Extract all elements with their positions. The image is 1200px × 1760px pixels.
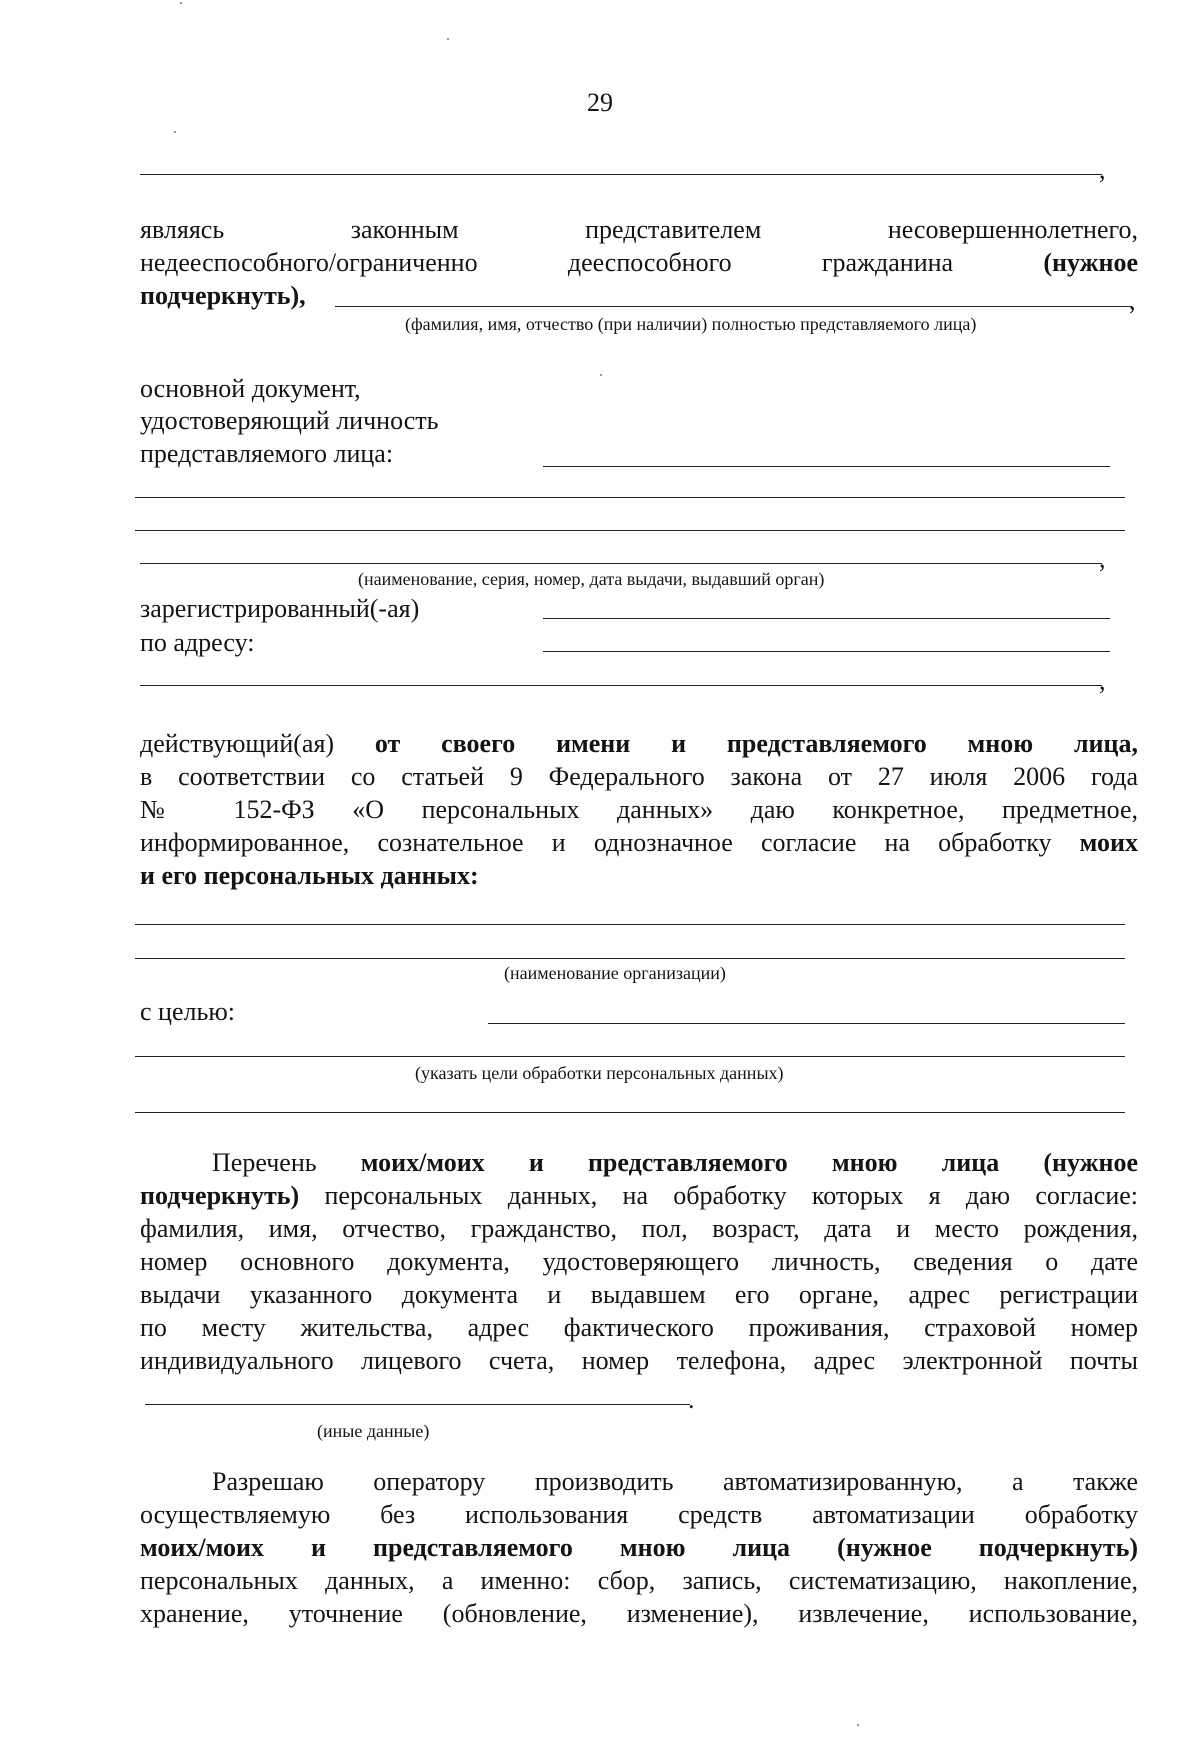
list-line-5: выдачи указанного документа и выдавшем его органе, адрес регистрации xyxy=(140,1280,1138,1309)
address-label-line-1: зарегистрированный(-ая) xyxy=(140,594,420,623)
purpose-caption: (указать цели обработки персональных данных) xyxy=(415,1063,784,1083)
permit-line-4: персональных данных, а именно: сбор, запись, систематизацию, накопление, xyxy=(140,1566,1138,1595)
doc-caption: (наименование, серия, номер, дата выдачи, выдавший орган) xyxy=(358,569,825,589)
organization-line[interactable] xyxy=(135,924,1125,925)
doc-field-line[interactable] xyxy=(543,466,1110,467)
doc-field-line[interactable] xyxy=(135,497,1125,498)
purpose-line[interactable] xyxy=(135,1112,1125,1113)
address-field-line[interactable] xyxy=(140,685,1102,686)
purpose-line[interactable] xyxy=(135,1056,1125,1057)
list-line-1: Перечень моих/моих и представляемого мною лица (нужное xyxy=(212,1148,1139,1177)
permit-line-2: осуществляемую без использования средств автоматизации обработку xyxy=(140,1500,1138,1529)
underline-note: подчеркнуть), xyxy=(140,281,306,310)
page-number: 29 xyxy=(587,88,613,117)
list-line-6: по месту жительства, адрес фактического проживания, страховой номер xyxy=(140,1313,1138,1342)
doc-label-line-1: основной документ, xyxy=(140,374,361,403)
fio-caption: (фамилия, имя, отчество (при наличии) полностью представляемого лица) xyxy=(405,314,977,334)
representative-name-line[interactable] xyxy=(140,174,1102,175)
organization-line[interactable] xyxy=(135,958,1125,959)
doc-label-line-3: представляемого лица: xyxy=(140,439,394,468)
list-line-4: номер основного документа, удостоверяющего личность, сведения о дате xyxy=(140,1247,1138,1276)
scan-speck xyxy=(180,2,182,4)
represented-person-name-line[interactable] xyxy=(335,306,1132,307)
scan-speck xyxy=(600,374,602,376)
representative-line-2: недееспособного/ограниченно дееспособного гражданина (нужное xyxy=(140,248,1139,277)
acting-line-1: действующий(ая) от своего имени и представляемого мною лица, xyxy=(140,729,1138,758)
address-label-line-2: по адресу: xyxy=(140,628,255,657)
other-data-caption: (иные данные) xyxy=(317,1421,430,1441)
list-line-2: подчеркнуть) персональных данных, на обработку которых я даю согласие: xyxy=(140,1181,1139,1210)
line-comma: , xyxy=(1099,666,1106,695)
organization-caption: (наименование организации) xyxy=(504,963,726,983)
address-field-line[interactable] xyxy=(543,651,1110,652)
doc-field-line[interactable] xyxy=(140,563,1102,564)
permit-line-5: хранение, уточнение (обновление, изменение), извлечение, использование, xyxy=(140,1599,1138,1628)
permit-line-3: моих/моих и представляемого мною лица (нужное подчеркнуть) xyxy=(140,1533,1138,1562)
acting-line-4: информированное, сознательное и однозначное согласие на обработку моих xyxy=(140,828,1139,857)
scan-speck xyxy=(447,38,449,40)
representative-line-1: являясь законным представителем несовершеннолетнего, xyxy=(140,215,1139,244)
line-comma: , xyxy=(1099,544,1106,573)
doc-field-line[interactable] xyxy=(135,530,1125,531)
permit-line-1: Разрешаю оператору производить автоматизированную, а также xyxy=(212,1467,1138,1496)
purpose-line[interactable] xyxy=(488,1023,1125,1024)
list-line-3: фамилия, имя, отчество, гражданство, пол, возраст, дата и место рождения, xyxy=(140,1214,1138,1243)
other-data-line[interactable] xyxy=(145,1404,690,1405)
line-comma: , xyxy=(1099,155,1106,184)
acting-line-3: № 152-ФЗ «О персональных данных» даю конкретное, предметное, xyxy=(140,795,1138,824)
scan-speck xyxy=(857,1724,859,1726)
line-comma: , xyxy=(1129,286,1136,315)
address-field-line[interactable] xyxy=(543,618,1110,619)
line-period: . xyxy=(688,1385,695,1414)
purpose-label: с целью: xyxy=(140,997,235,1026)
list-line-7: индивидуального лицевого счета, номер телефона, адрес электронной почты xyxy=(140,1346,1138,1375)
acting-line-2: в соответствии со статьей 9 Федерального закона от 27 июля 2006 года xyxy=(140,762,1138,791)
scan-speck xyxy=(174,131,176,133)
doc-label-line-2: удостоверяющий личность xyxy=(140,406,439,435)
acting-line-5: и его персональных данных: xyxy=(140,861,479,890)
